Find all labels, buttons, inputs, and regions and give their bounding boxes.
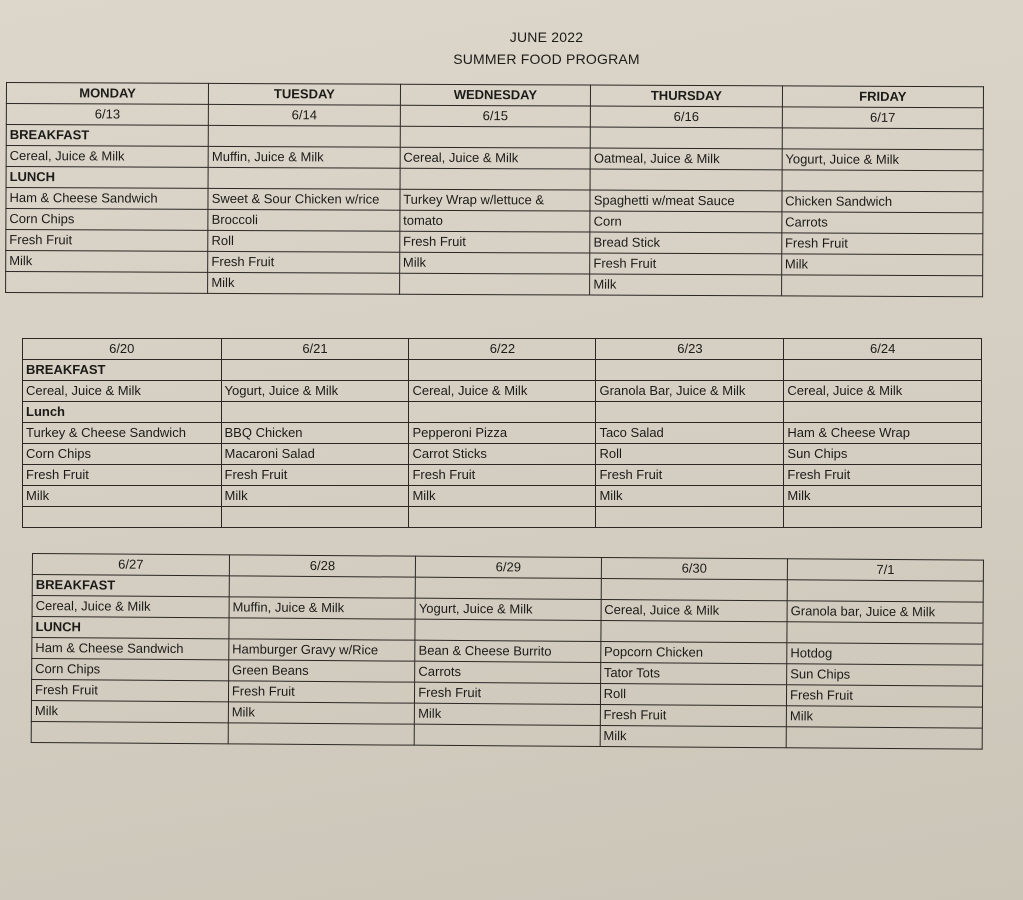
empty-cell [590,127,782,149]
empty-cell [208,125,400,147]
date-cell: 6/13 [6,104,208,126]
breakfast-label: BREAKFAST [32,575,229,597]
lunch-item [409,507,596,528]
lunch-item: Fresh Fruit [781,233,982,255]
empty-cell [787,580,983,602]
lunch-item: Milk [399,252,590,274]
lunch-item: Pepperoni Pizza [409,423,596,444]
breakfast-item: Muffin, Juice & Milk [208,146,400,168]
empty-cell [208,167,400,189]
lunch-item: Milk [781,254,982,276]
day-header: TUESDAY [209,83,401,105]
lunch-item: Bread Stick [590,232,782,254]
empty-cell [415,619,601,641]
day-header: MONDAY [6,83,208,105]
lunch-item: Hotdog [787,643,983,665]
lunch-item [781,275,982,297]
date-cell: 6/21 [221,339,409,360]
lunch-item [784,507,982,528]
lunch-label-row [23,402,982,423]
lunch-item: tomato [400,210,591,232]
lunch-item [31,721,228,743]
empty-cell [400,168,591,190]
empty-cell [415,577,601,599]
lunch-item: Fresh Fruit [23,465,222,486]
lunch-item: Corn Chips [6,209,208,231]
lunch-item: Milk [590,274,782,296]
empty-cell [782,128,983,150]
empty-cell [784,360,982,381]
lunch-item: Milk [208,272,400,294]
date-cell: 6/17 [782,107,983,129]
lunch-item: Milk [23,486,222,507]
lunch-item: Milk [596,486,784,507]
lunch-item: Corn Chips [32,659,229,681]
lunch-item: Fresh Fruit [590,253,782,275]
date-row [23,339,982,360]
lunch-item: Hamburger Gravy w/Rice [229,639,416,661]
empty-cell [601,620,788,642]
lunch-item: Broccoli [208,209,400,231]
lunch-label: LUNCH [6,167,208,189]
breakfast-item: Cereal, Juice & Milk [6,146,208,168]
lunch-item [221,507,409,528]
lunch-row [23,423,982,444]
breakfast-item: Muffin, Juice & Milk [229,597,416,619]
lunch-item: Fresh Fruit [596,465,784,486]
lunch-item: Milk [415,703,601,725]
lunch-item: Macaroni Salad [221,444,409,465]
lunch-item: Corn Chips [23,444,222,465]
breakfast-label: BREAKFAST [6,125,208,147]
lunch-item: Bean & Cheese Burrito [415,640,601,662]
breakfast-item: Cereal, Juice & Milk [400,147,591,169]
empty-cell [409,402,596,423]
page-title: JUNE 2022 [509,29,584,45]
lunch-item [414,724,600,746]
lunch-row [6,272,983,297]
day-header: WEDNESDAY [400,84,591,106]
lunch-item: Fresh Fruit [784,465,982,486]
breakfast-label: BREAKFAST [23,360,222,381]
lunch-row [23,444,982,465]
empty-cell [229,618,416,640]
week-table-3 [31,553,984,750]
date-cell: 6/16 [591,106,783,128]
lunch-item: Fresh Fruit [787,685,983,707]
lunch-item: Green Beans [228,660,415,682]
breakfast-item: Cereal, Juice & Milk [601,599,788,621]
breakfast-item: Cereal, Juice & Milk [409,381,596,402]
lunch-label: Lunch [23,402,222,423]
lunch-item [596,507,784,528]
day-header: THURSDAY [591,85,783,107]
lunch-item: Fresh Fruit [399,231,590,253]
empty-cell [596,402,784,423]
breakfast-item: Oatmeal, Juice & Milk [590,148,782,170]
empty-cell [229,576,416,598]
lunch-item: Carrot Sticks [409,444,596,465]
date-cell: 6/24 [784,339,982,360]
date-cell: 6/27 [32,554,229,576]
lunch-item: Taco Salad [596,423,784,444]
date-cell: 6/29 [416,556,602,578]
lunch-item: Ham & Cheese Sandwich [6,188,208,210]
lunch-item: Fresh Fruit [31,680,228,702]
week-table-1 [5,82,984,297]
lunch-item: Ham & Cheese Sandwich [32,638,229,660]
empty-cell [782,170,983,192]
lunch-item [6,272,208,294]
lunch-item: Fresh Fruit [228,681,415,703]
lunch-item [786,727,982,749]
lunch-item: Chicken Sandwich [782,191,983,213]
lunch-item: Corn [590,211,782,233]
breakfast-item: Granola Bar, Juice & Milk [596,381,784,402]
lunch-item: Milk [228,702,415,724]
lunch-item: Milk [600,725,787,747]
breakfast-item: Yogurt, Juice & Milk [221,381,409,402]
lunch-item: Milk [31,700,228,722]
lunch-item: Tator Tots [600,662,787,684]
empty-cell [221,402,409,423]
lunch-item: Roll [208,230,400,252]
lunch-row [23,486,982,507]
lunch-item [399,273,590,295]
lunch-item: Roll [600,683,787,705]
date-cell: 6/22 [409,339,596,360]
lunch-item: Milk [784,486,982,507]
lunch-item: Fresh Fruit [221,465,409,486]
lunch-item: Ham & Cheese Wrap [784,423,982,444]
lunch-item: Carrots [415,661,601,683]
date-cell: 6/23 [596,339,784,360]
lunch-item: Fresh Fruit [415,682,601,704]
lunch-row [23,507,982,528]
lunch-item [23,507,222,528]
lunch-item: Fresh Fruit [208,251,400,273]
date-cell: 6/14 [209,104,401,126]
day-header: FRIDAY [782,86,983,108]
breakfast-item: Cereal, Juice & Milk [32,596,229,618]
lunch-item [228,723,415,745]
lunch-item: Turkey Wrap w/lettuce & [400,189,591,211]
empty-cell [400,126,591,148]
lunch-item: Carrots [782,212,983,234]
lunch-item: Popcorn Chicken [600,641,787,663]
empty-cell [221,360,409,381]
empty-cell [590,169,782,191]
lunch-item: Fresh Fruit [409,465,596,486]
breakfast-label-row [23,360,982,381]
lunch-item: Sweet & Sour Chicken w/rice [208,188,400,210]
date-cell: 6/15 [400,105,591,127]
breakfast-item: Granola bar, Juice & Milk [787,601,983,623]
empty-cell [596,360,784,381]
date-cell: 7/1 [787,559,983,581]
lunch-row [23,465,982,486]
lunch-item: Roll [596,444,784,465]
breakfast-item: Yogurt, Juice & Milk [415,598,601,620]
lunch-item: Milk [221,486,409,507]
empty-cell [601,578,788,600]
lunch-label: LUNCH [32,617,229,639]
lunch-item: Fresh Fruit [600,704,787,726]
lunch-item: Milk [6,251,208,273]
page-subtitle: SUMMER FOOD PROGRAM [453,51,640,67]
lunch-item: Spaghetti w/meat Sauce [590,190,782,212]
breakfast-row [23,381,982,402]
lunch-item: BBQ Chicken [221,423,409,444]
date-cell: 6/20 [23,339,222,360]
breakfast-item: Cereal, Juice & Milk [23,381,222,402]
lunch-item: Fresh Fruit [6,230,208,252]
lunch-item: Milk [786,706,982,728]
lunch-item: Turkey & Cheese Sandwich [23,423,222,444]
empty-cell [409,360,596,381]
lunch-item: Sun Chips [784,444,982,465]
breakfast-item: Cereal, Juice & Milk [784,381,982,402]
title-block [0,26,1023,70]
week-table-2 [22,338,982,528]
empty-cell [787,622,983,644]
date-cell: 6/30 [601,557,788,579]
breakfast-item: Yogurt, Juice & Milk [782,149,983,171]
lunch-item: Sun Chips [787,664,983,686]
date-cell: 6/28 [229,555,416,577]
empty-cell [784,402,982,423]
lunch-item: Milk [409,486,596,507]
